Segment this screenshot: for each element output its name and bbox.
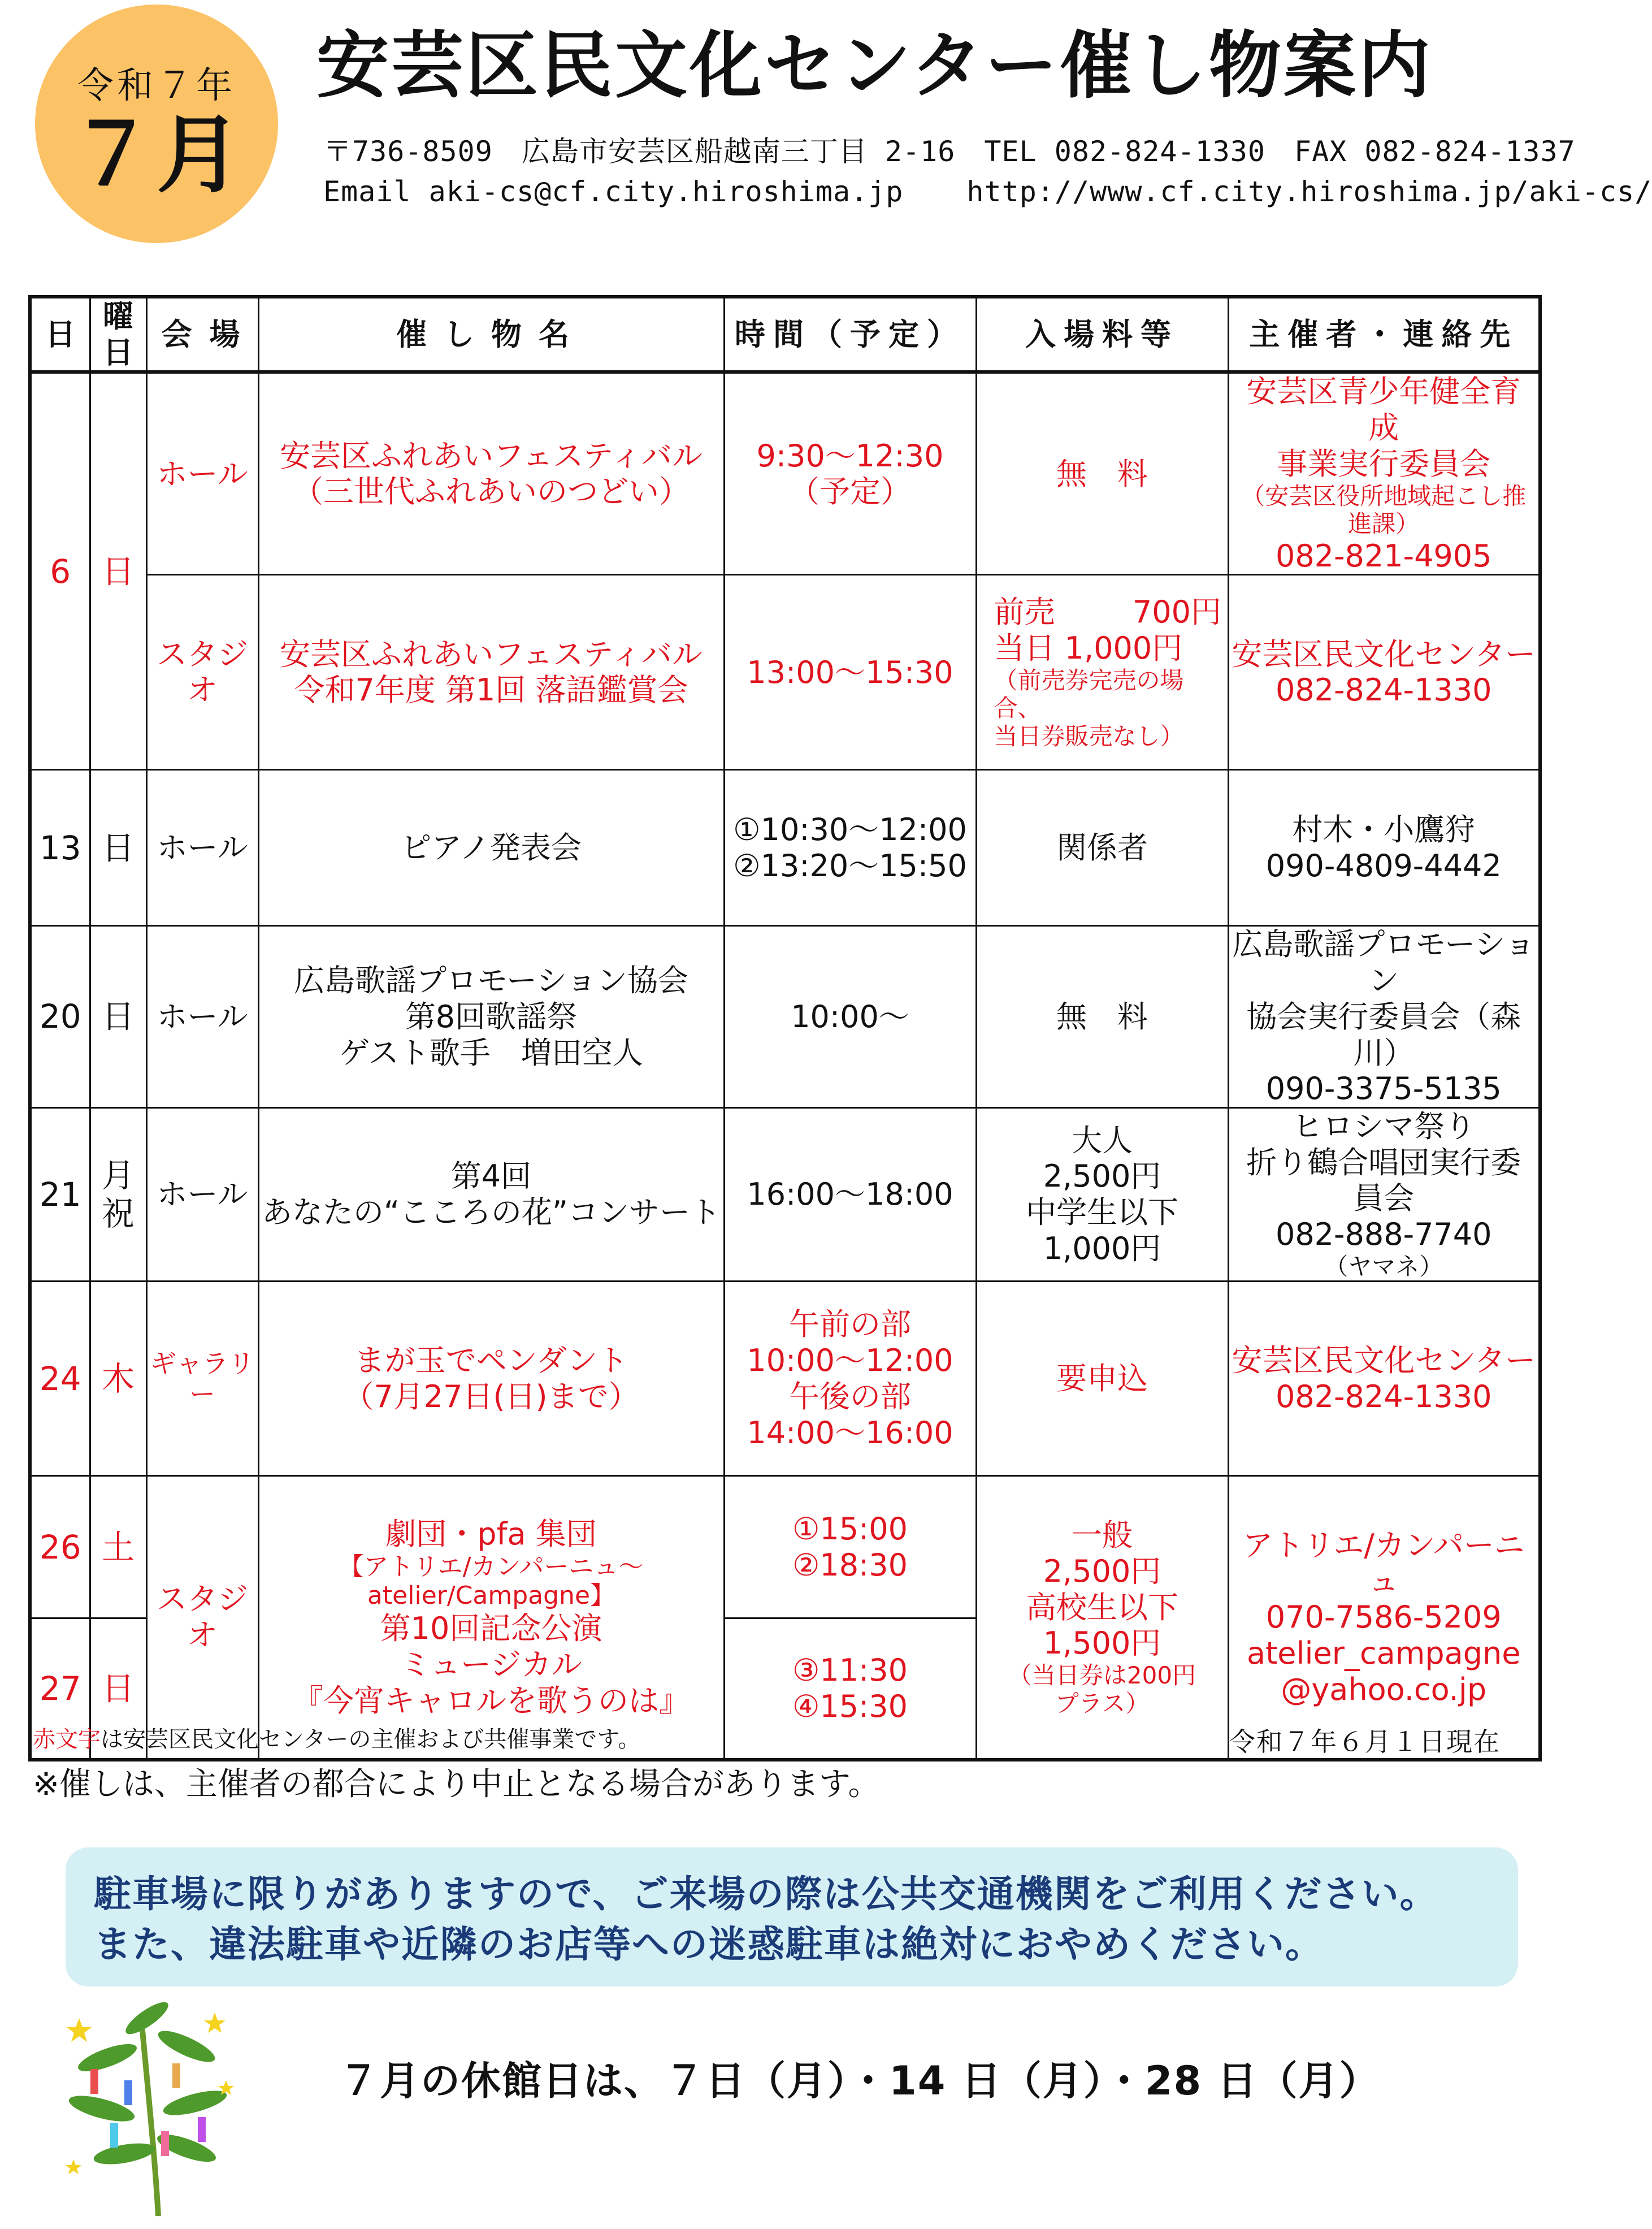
weekday-cell: 日 [90,926,146,1108]
table-row [30,1108,1540,1282]
venue-cell: ホール [146,1108,258,1282]
time-cell: ①15:00 ②18:30 [724,1476,976,1618]
day-cell: 21 [30,1108,90,1282]
fee-cell: 大人 2,500円 中学生以下 1,000円 [976,1108,1228,1282]
day-cell: 26 [30,1476,90,1618]
fee-cell: 無 料 [976,372,1228,574]
header-organizer: 主催者・連絡先 [1228,297,1540,372]
time-cell: 9:30〜12:30 （予定） [724,372,976,574]
table-row [30,575,1540,770]
weekday-cell: 木 [90,1282,146,1476]
time-cell: 午前の部 10:00〜12:00 午後の部 14:00〜16:00 [724,1282,976,1476]
table-row [30,926,1540,1108]
time-cell: ③11:30 ④15:30 [724,1618,976,1760]
weekday-cell: 日 [90,770,146,926]
weekday-cell: 土 [90,1476,146,1618]
day-cell: 13 [30,770,90,926]
event-cell: 安芸区ふれあいフェスティバル （三世代ふれあいのつどい） [258,372,724,574]
header-venue: 会 場 [146,297,258,372]
organizer-cell: 広島歌謡プロモーション 協会実行委員会（森川） 090-3375-5135 [1228,926,1540,1108]
venue-cell: ホール [146,770,258,926]
website-link[interactable]: http://www.cf.city.hiroshima.jp/aki-cs/ [966,175,1652,208]
event-cell: まが玉でペンダント （7月27日(日)まで） [258,1282,724,1476]
header-weekday: 曜日 [90,297,146,372]
parking-notice [66,1847,1518,1986]
era-label: 令和７年 [77,65,236,107]
organizer-cell: 安芸区青少年健全育成 事業実行委員会 （安芸区役所地域起こし推進課） 082-821-4905 [1228,372,1540,574]
time-cell: 10:00〜 [724,926,976,1108]
time-cell: ①10:30〜12:00 ②13:20〜15:50 [724,770,976,926]
address-line: 〒736-8509 広島市安芸区船越南三丁目 2-16 TEL 082-824-1330 FAX 082-824-1337 [323,135,1576,168]
table-row [30,372,1540,574]
event-schedule-table [28,295,1542,1761]
event-cell: 広島歌謡プロモーション協会 第8回歌謡祭 ゲスト歌手 増田空人 [258,926,724,1108]
event-cell: 劇団・pfa 集団 【アトリエ/カンパーニュ〜atelier/Campagne】 第10回記念公演 ミュージカル 『今宵キャロルを歌うのは』 [258,1476,724,1760]
closed-days: ７月の休館日は、７日（月）・14 日（月）・28 日（月） [339,2058,1380,2104]
header-time: 時間（予定） [724,297,976,372]
venue-cell: スタジオ [146,575,258,770]
weekday-cell: 日 [90,372,146,769]
weekday-cell: 月 祝 [90,1108,146,1282]
organizer-cell: ヒロシマ祭り 折り鶴合唱団実行委員会 082-888-7740 （ヤマネ） [1228,1108,1540,1282]
venue-cell: ホール [146,926,258,1108]
red-text-label: 赤文字 [33,1726,101,1752]
header-fee: 入場料等 [976,297,1228,372]
red-text-note [33,1721,640,1754]
event-cell: 第4回 あなたの“こころの花”コンサート [258,1108,724,1282]
fee-cell: 一般 2,500円 高校生以下 1,500円 （当日券は200円 プラス） [976,1476,1228,1760]
fee-cell: 前売 700円 当日 1,000円 （前売券完売の場合、 当日券販売なし） [976,575,1228,770]
web-contact-line [323,175,1652,208]
red-text-explanation: は安芸区民文化センターの主催および共催事業です。 [101,1726,641,1752]
event-cell: ピアノ発表会 [258,770,724,926]
email-text[interactable]: Email aki-cs@cf.city.hiroshima.jp [323,175,904,208]
day-cell: 27 [30,1618,90,1760]
fee-cell: 無 料 [976,926,1228,1108]
venue-cell: ギャラリー [146,1282,258,1476]
table-header-row [30,297,1540,372]
time-cell: 13:00〜15:30 [724,575,976,770]
organizer-cell: 安芸区民文化センター 082-824-1330 [1228,575,1540,770]
page-title: 安芸区民文化センター催し物案内 [316,24,1433,108]
weekday-cell: 日 [90,1618,146,1760]
event-cell: 安芸区ふれあいフェスティバル 令和7年度 第1回 落語鑑賞会 [258,575,724,770]
table-row [30,1476,1540,1618]
table-row [30,1282,1540,1476]
fee-cell: 要申込 [976,1282,1228,1476]
tanabata-bamboo-illustration [57,1996,237,2216]
venue-cell: ホール [146,372,258,574]
organizer-cell: 安芸区民文化センター 082-824-1330 [1228,1282,1540,1476]
as-of-date: 令和７年６月１日現在 [1229,1726,1501,1757]
fee-cell: 関係者 [976,770,1228,926]
parking-line-1: 駐車場に限りがありますので、ご来場の際は公共交通機関をご利用ください。 [94,1872,1438,1916]
table-row [30,770,1540,926]
venue-cell: スタジオ [146,1476,258,1760]
day-cell: 24 [30,1282,90,1476]
month-badge [35,5,278,243]
time-cell: 16:00〜18:00 [724,1108,976,1282]
header-day: 日 [30,297,90,372]
month-label: ７月 [69,106,244,205]
day-cell: 6 [30,372,90,769]
header-event: 催し物名 [258,297,724,372]
organizer-cell: アトリエ/カンパーニュ 070-7586-5209 atelier_campagne @yahoo.co.jp [1228,1476,1540,1760]
cancellation-note: ※催しは、主催者の都合により中止となる場合があります。 [33,1766,880,1803]
day-cell: 20 [30,926,90,1108]
parking-line-2: また、違法駐車や近隣のお店等への迷惑駐車は絶対におやめください。 [94,1923,1324,1967]
organizer-cell: 村木・小鷹狩 090-4809-4442 [1228,770,1540,926]
